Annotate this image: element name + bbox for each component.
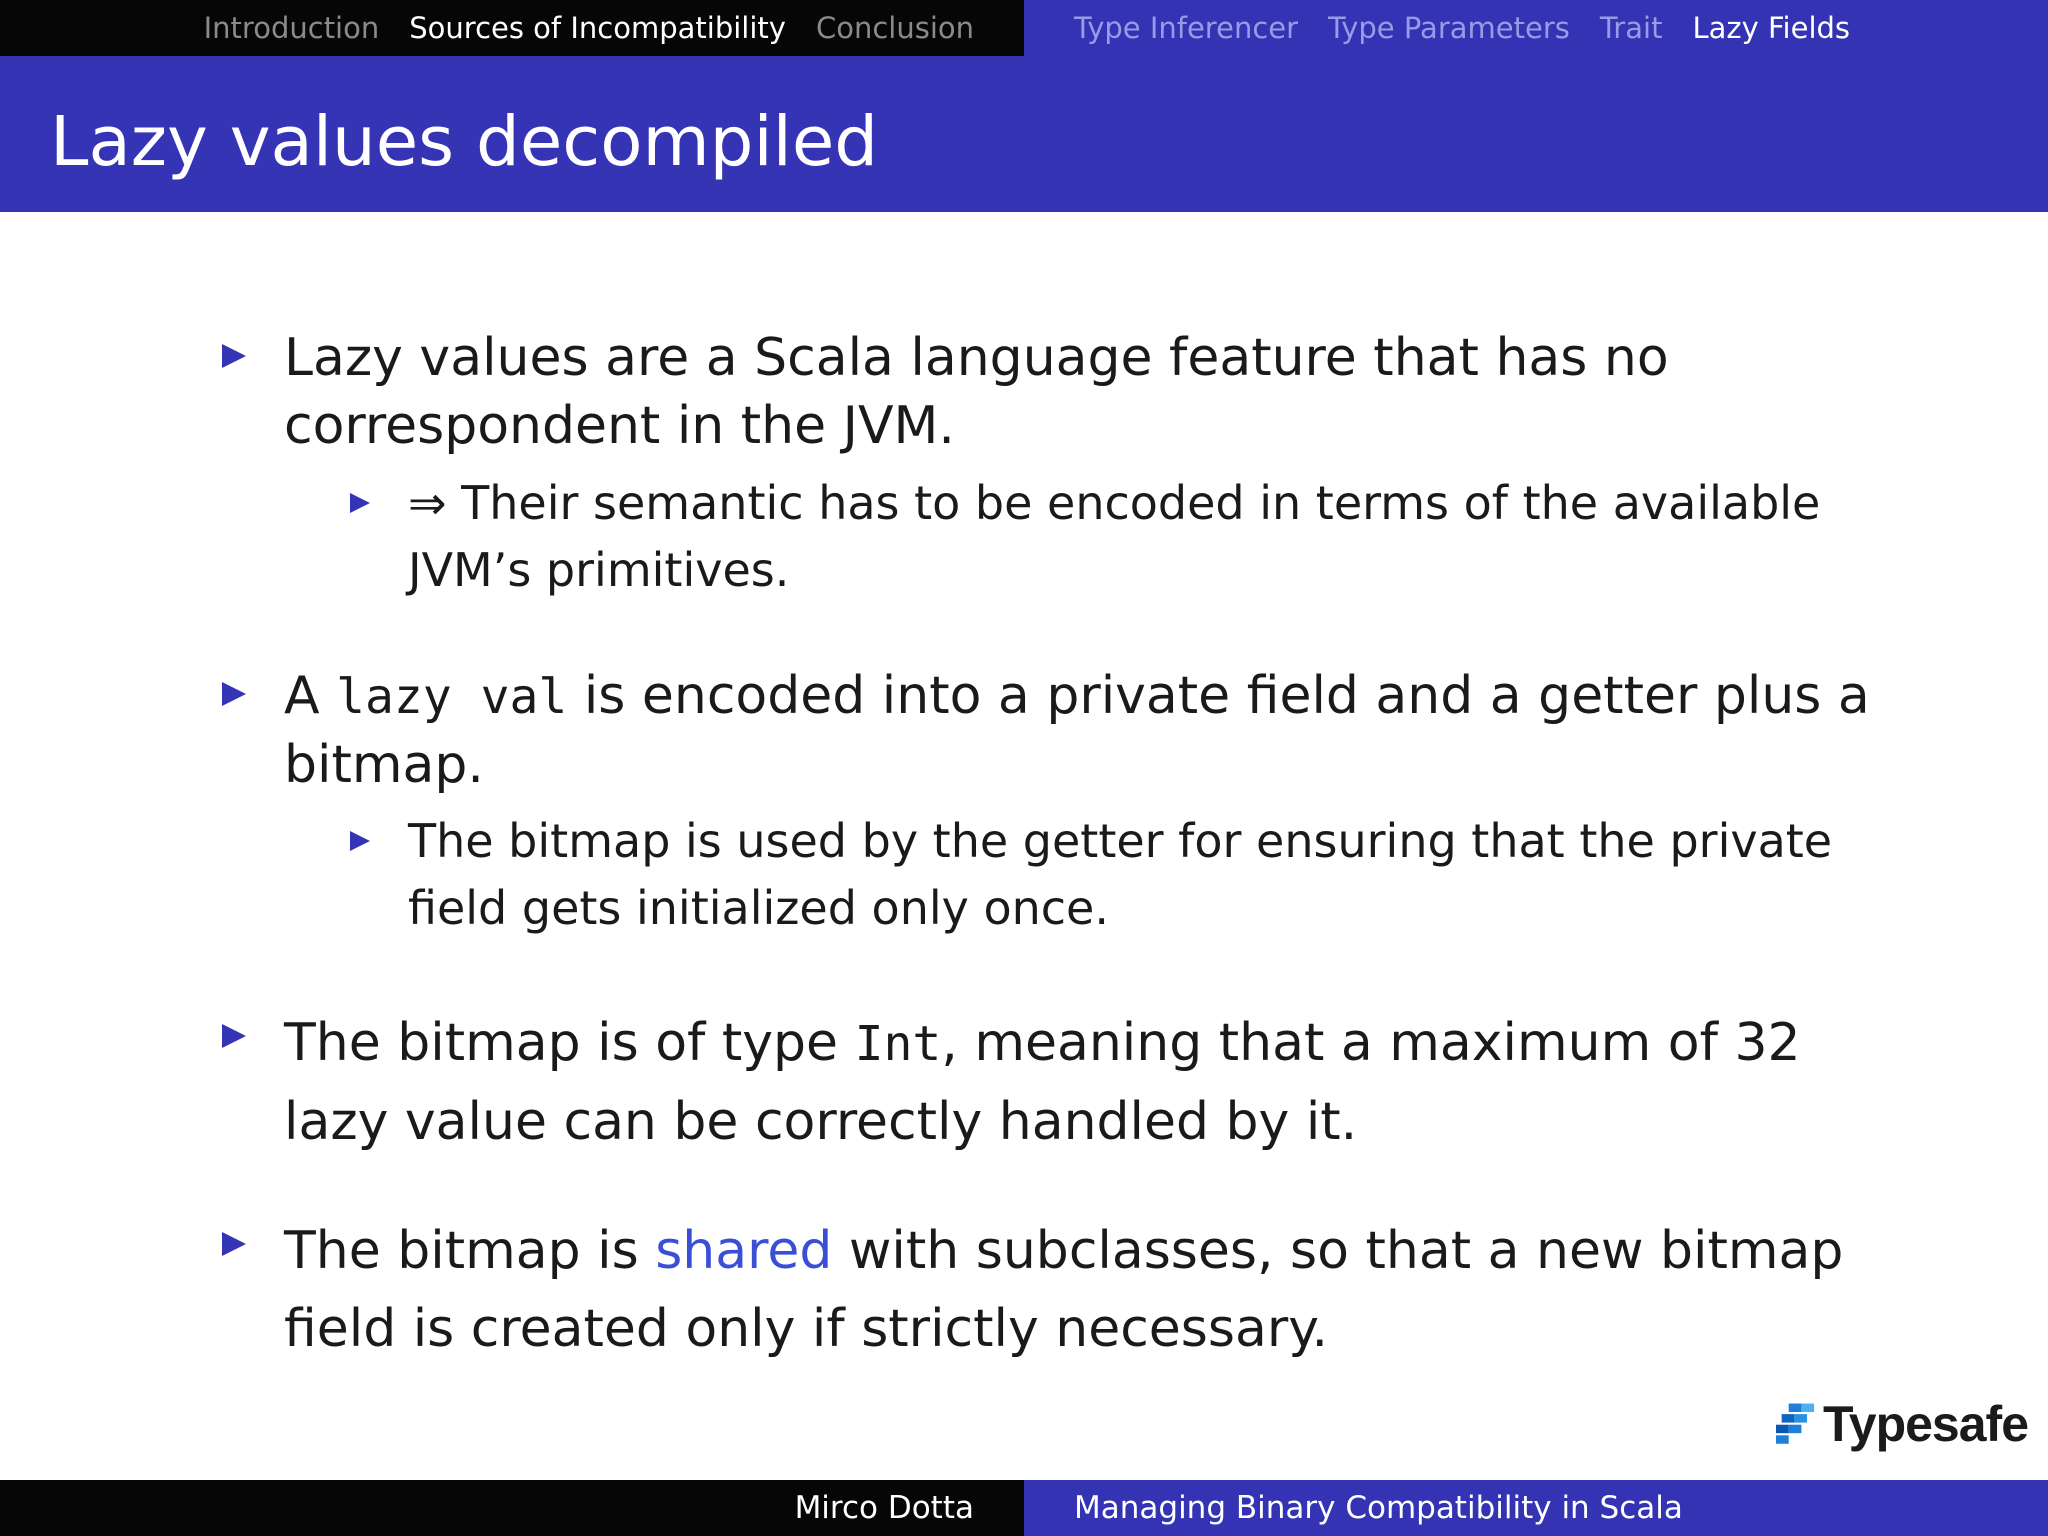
bullet-item	[222, 1212, 1902, 1368]
nav-section-sources-of-incompatibility[interactable]: Sources of Incompatibility	[409, 11, 786, 45]
bullet-triangle-icon	[222, 682, 246, 706]
nav-subsection-lazy-fields[interactable]: Lazy Fields	[1692, 11, 1851, 45]
sub-bullet-item	[350, 808, 1910, 942]
typesafe-logo-text: Typesafe	[1822, 1396, 2028, 1452]
bullet-text-post: , meaning that a maximum of 32 lazy value can be correctly handled by it.	[284, 1013, 1801, 1152]
nav-section-introduction[interactable]: Introduction	[203, 11, 380, 45]
subsection-nav	[1024, 0, 2048, 56]
code-lazy-val: lazy val	[336, 669, 568, 725]
bullet-text-pre: The bitmap is	[284, 1221, 639, 1281]
code-int: Int	[854, 1016, 942, 1072]
nav-subsection-type-parameters[interactable]: Type Parameters	[1328, 11, 1570, 45]
slide-title: Lazy values decompiled	[50, 102, 879, 182]
slide-footer	[0, 1480, 2048, 1536]
sub-bullet-text	[408, 470, 1910, 604]
bullet-text	[284, 662, 1902, 799]
sub-bullet-triangle-icon	[350, 831, 370, 851]
bullet-text	[284, 1004, 1902, 1161]
bullet-text-post: is encoded into a private field and a getter plus a bitmap.	[284, 666, 1870, 795]
bullet-text-pre: A	[284, 666, 320, 726]
implies-arrow-icon: ⇒	[408, 476, 447, 530]
footer-talk-title: Managing Binary Compatibility in Scala	[1074, 1490, 1683, 1526]
highlight-shared: shared	[655, 1221, 833, 1281]
bullet-text	[284, 1212, 1902, 1368]
footer-author-area	[0, 1480, 1024, 1536]
nav-section-conclusion[interactable]: Conclusion	[815, 11, 974, 45]
bullet-triangle-icon	[222, 344, 246, 368]
footer-author: Mirco Dotta	[794, 1490, 974, 1526]
nav-subsection-type-inferencer[interactable]: Type Inferencer	[1074, 11, 1299, 45]
sub-bullet-content: Their semantic has to be encoded in terms of the available JVM’s primitives.	[408, 476, 1821, 597]
bullet-text: Lazy values are a Scala language feature that has no correspondent in the JVM.	[284, 328, 1669, 456]
bullet-triangle-icon	[222, 1232, 246, 1256]
bullet-text-pre: The bitmap is of type	[284, 1013, 839, 1073]
bullet-item	[222, 1004, 1902, 1161]
nav-subsection-trait[interactable]: Trait	[1599, 11, 1663, 45]
bullet-text-post: with subclasses, so that a new bitmap field is created only if strictly necessary.	[284, 1221, 1844, 1359]
sub-bullet-item	[350, 470, 1910, 604]
slide-title-bar	[0, 56, 2048, 212]
typesafe-logo-icon	[1776, 1395, 1817, 1453]
footer-title-area	[1024, 1480, 2048, 1536]
sub-bullet-text: The bitmap is used by the getter for ensuring that the private field gets initialized only once.	[408, 814, 1833, 935]
bullet-triangle-icon	[222, 1024, 246, 1048]
section-nav	[0, 0, 1024, 56]
bullet-item	[222, 324, 1902, 460]
bullet-item	[222, 662, 1902, 799]
sub-bullet-triangle-icon	[350, 493, 370, 513]
top-navigation	[0, 0, 2048, 56]
typesafe-logo	[1776, 1392, 2028, 1456]
